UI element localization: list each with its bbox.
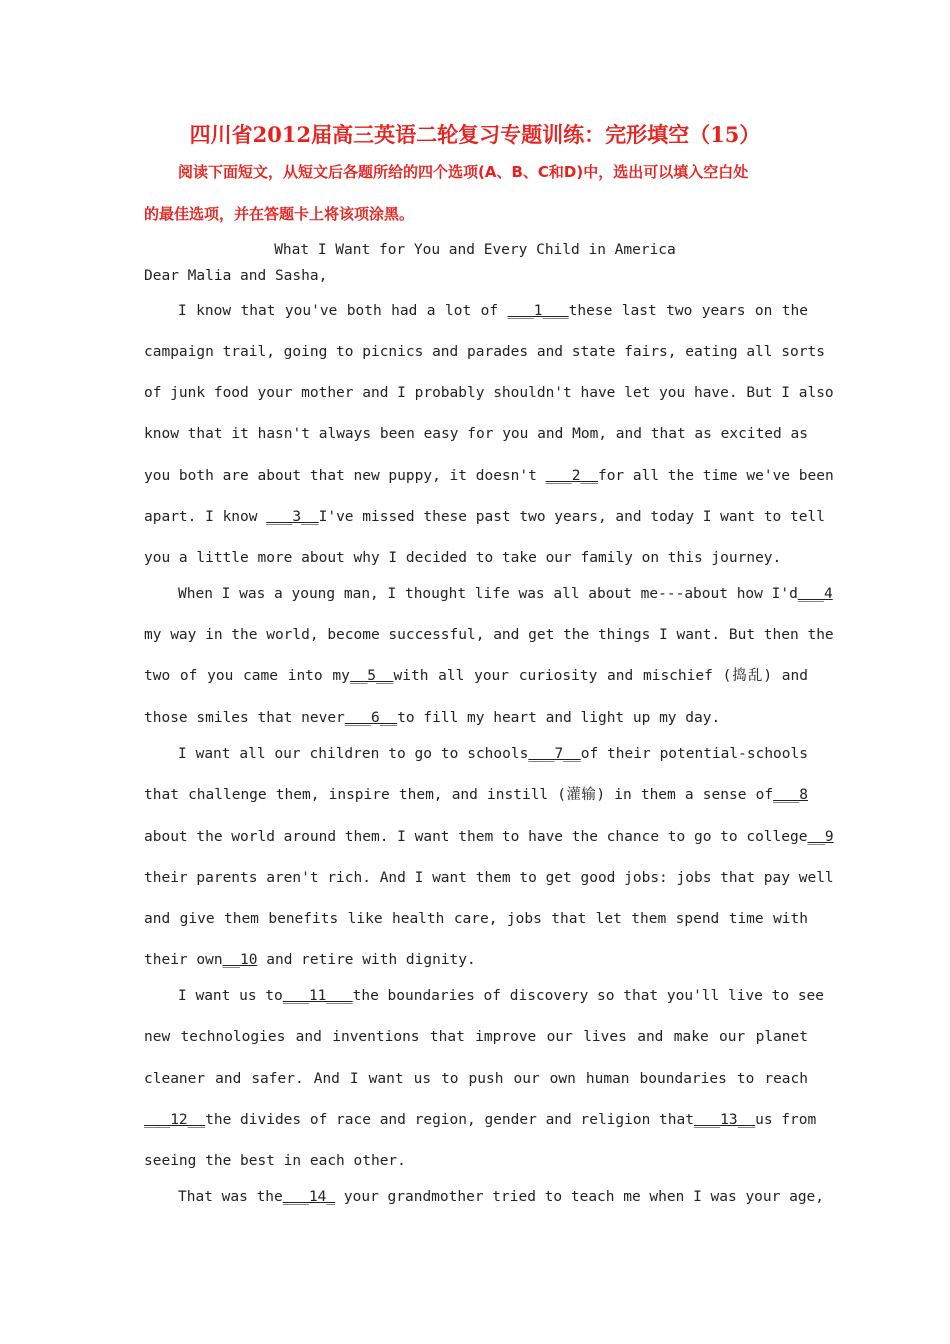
passage-text: apart. I know xyxy=(144,509,267,525)
passage-text: my way in the world, become successful, and get the things I want. But then the xyxy=(144,627,834,643)
blank-3: ___3__ xyxy=(266,509,319,525)
passage-text: us from xyxy=(755,1112,817,1128)
passage-line xyxy=(178,582,833,606)
blank-4: ___4 xyxy=(797,586,833,602)
blank-14: ___14_ xyxy=(282,1189,336,1205)
passage-text: their own xyxy=(144,952,223,968)
passage-line xyxy=(144,664,808,688)
blank-13: ___13__ xyxy=(693,1112,756,1128)
passage-text: of junk food your mother and I probably shouldn't have let you have. But I also xyxy=(144,385,834,401)
passage-line xyxy=(178,299,808,323)
passage-line xyxy=(144,1108,817,1132)
passage-text: I want us to xyxy=(178,988,283,1004)
passage-text: That was the xyxy=(178,1189,283,1205)
passage-text: new technologies and inventions that improve our lives and make our planet xyxy=(144,1029,808,1045)
passage-text: your grandmother tried to teach me when I was your age, xyxy=(335,1189,825,1205)
passage-text: to fill my heart and light up my day. xyxy=(397,710,721,726)
passage-title: What I Want for You and Every Child in America xyxy=(274,242,676,258)
blank-2: ___2__ xyxy=(545,468,598,484)
passage-text: that challenge them, inspire them, and instill (灌输) in them a sense of xyxy=(144,787,774,803)
passage-line xyxy=(178,984,825,1008)
passage-text: with all your curiosity and mischief (捣乱) and xyxy=(393,668,808,684)
passage-text: and retire with dignity. xyxy=(257,952,476,968)
passage-text: of their potential-schools xyxy=(580,746,808,762)
passage-line xyxy=(144,623,834,647)
passage-line xyxy=(144,706,808,730)
passage-line xyxy=(144,866,834,890)
passage-line xyxy=(144,783,808,807)
passage-text: those smiles that never xyxy=(144,710,345,726)
blank-10: __10 xyxy=(222,952,258,968)
passage-line xyxy=(144,1025,808,1049)
instruction-line-1: 阅读下面短文，从短文后各题所给的四个选项(A、B、C和D)中，选出可以填入空白处 xyxy=(178,163,749,181)
passage-text: and give them benefits like health care, jobs that let them spend time with xyxy=(144,911,808,927)
passage-text: campaign trail, going to picnics and parades and state fairs, eating all sorts xyxy=(144,344,825,360)
passage-text: you a little more about why I decided to take our family on this journey. xyxy=(144,550,782,566)
passage-text: two of you came into my xyxy=(144,668,350,684)
passage-text: seeing the best in each other. xyxy=(144,1153,406,1169)
passage-text: I know that you've both had a lot of xyxy=(178,303,508,319)
passage-line xyxy=(144,381,834,405)
passage-text: the divides of race and region, gender and religion that xyxy=(205,1112,694,1128)
page-title: 四川省2012届高三英语二轮复习专题训练：完形填空（15） xyxy=(189,122,761,147)
passage-line xyxy=(178,742,808,766)
passage-text: about the world around them. I want them to have the chance to go to college xyxy=(144,829,808,845)
salutation: Dear Malia and Sasha, xyxy=(144,268,328,284)
blank-6: ___6__ xyxy=(344,710,398,726)
passage-text: When I was a young man, I thought life was all about me---about how I'd xyxy=(178,586,798,602)
blank-1: ___1___ xyxy=(507,303,569,319)
passage-line xyxy=(144,825,834,849)
passage-text: for all the time we've been xyxy=(597,468,834,484)
passage-text: cleaner and safer. And I want us to push our own human boundaries to reach xyxy=(144,1071,808,1087)
passage-text: know that it hasn't always been easy for you and Mom, and that as excited as xyxy=(144,426,808,442)
blank-9: __9 xyxy=(807,829,834,845)
passage-text: I want all our children to go to schools xyxy=(178,746,529,762)
blank-5: __5__ xyxy=(349,668,394,684)
passage-line xyxy=(144,546,808,570)
passage-text: these last two years on the xyxy=(568,303,808,319)
blank-11: ___11___ xyxy=(282,988,353,1004)
passage-line xyxy=(144,907,808,931)
passage-line xyxy=(144,505,825,529)
passage-line xyxy=(144,948,808,972)
blank-12: ___12__ xyxy=(144,1112,206,1128)
passage-line xyxy=(178,1185,825,1209)
passage-text: you both are about that new puppy, it doesn't xyxy=(144,468,546,484)
blank-8: ___8 xyxy=(773,787,808,803)
instruction-line-2: 的最佳选项，并在答题卡上将该项涂黑。 xyxy=(144,205,415,223)
passage-text: I've missed these past two years, and today I want to tell xyxy=(318,509,825,525)
passage-line xyxy=(144,340,825,364)
blank-7: ___7__ xyxy=(528,746,581,762)
passage-text: the boundaries of discovery so that you'll live to see xyxy=(352,988,825,1004)
passage-line xyxy=(144,1149,808,1173)
passage-line xyxy=(144,464,834,488)
passage-line xyxy=(144,1067,808,1091)
passage-line xyxy=(144,422,808,446)
passage-text: their parents aren't rich. And I want them to get good jobs: jobs that pay well xyxy=(144,870,834,886)
